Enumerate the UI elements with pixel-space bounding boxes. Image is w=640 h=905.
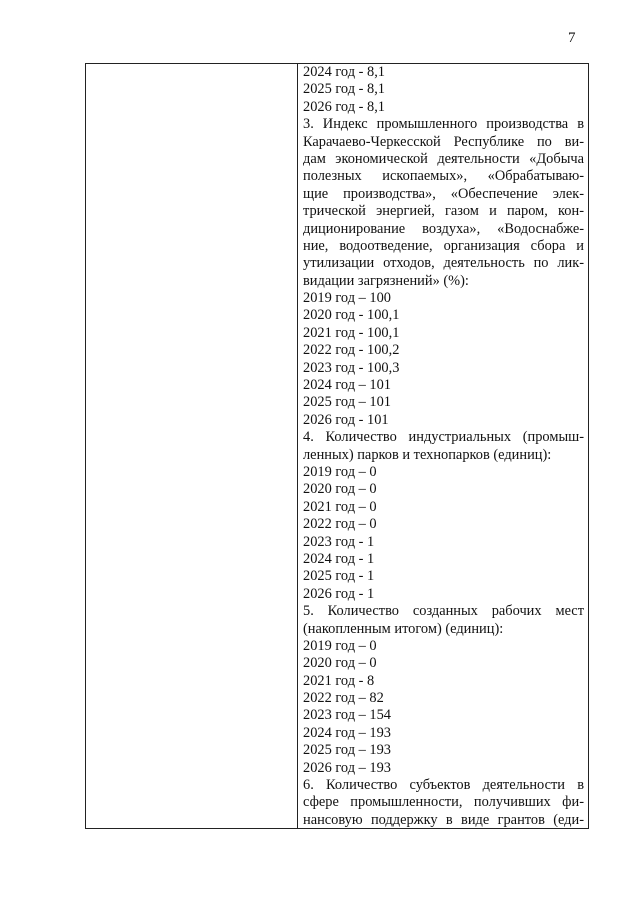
table-left-column <box>86 64 298 828</box>
text-line: сфере промышленности, получивших фи- <box>303 794 584 811</box>
text-line: 3. Индекс промышленного производства в <box>303 116 584 133</box>
text-line: 2023 год - 1 <box>303 533 375 550</box>
text-line: 2024 год - 1 <box>303 550 375 567</box>
text-line: 2021 год – 0 <box>303 498 377 515</box>
text-line: 2020 год – 0 <box>303 481 377 498</box>
text-line: трической энергией, газом и паром, кон- <box>303 203 584 220</box>
text-line: 2026 год - 8,1 <box>303 98 386 115</box>
text-line: Карачаево-Черкесской Республике по ви- <box>303 133 584 150</box>
text-line: 2026 год - 1 <box>303 585 375 602</box>
text-line: (накопленным итогом) (единиц): <box>303 620 504 637</box>
text-line: 2022 год - 100,2 <box>303 342 400 359</box>
text-line: 2026 год - 101 <box>303 411 389 428</box>
text-line: ние, водоотведение, организация сбора и <box>303 237 584 254</box>
text-line: 2019 год – 0 <box>303 637 377 654</box>
text-line: ленных) парков и технопарков (единиц): <box>303 446 552 463</box>
text-line: видации загрязнений» (%): <box>303 272 469 289</box>
text-line: 6. Количество субъектов деятельности в <box>303 777 584 794</box>
document-table <box>85 63 589 829</box>
page-number: 7 <box>568 30 576 46</box>
text-line: дам экономической деятельности «Добыча <box>303 150 584 167</box>
text-line: щие производства», «Обеспечение элек- <box>303 185 584 202</box>
text-line: 2023 год – 154 <box>303 707 392 724</box>
text-line: диционирование воздуха», «Водоснабже- <box>303 220 584 237</box>
text-line: 2021 год - 8 <box>303 672 375 689</box>
text-line: 2025 год – 193 <box>303 742 392 759</box>
text-line: 2020 год – 0 <box>303 655 377 672</box>
text-line: 2025 год - 8,1 <box>303 81 386 98</box>
text-line: 2024 год – 101 <box>303 377 392 394</box>
text-line: 2019 год – 0 <box>303 463 377 480</box>
table-right-column <box>298 64 588 828</box>
text-line: 2025 год - 1 <box>303 568 375 585</box>
text-line: 2024 год - 8,1 <box>303 64 386 80</box>
text-line: 5. Количество созданных рабочих мест <box>303 603 584 620</box>
text-line: 2024 год – 193 <box>303 724 392 741</box>
text-line: полезных ископаемых», «Обрабатываю- <box>303 168 584 185</box>
text-line: 2021 год - 100,1 <box>303 324 400 341</box>
text-line: 2023 год - 100,3 <box>303 359 400 376</box>
text-line: утилизации отходов, деятельность по лик- <box>303 255 584 272</box>
text-line: 2025 год – 101 <box>303 394 392 411</box>
text-line: 2020 год - 100,1 <box>303 307 400 324</box>
text-line: 2022 год – 82 <box>303 690 384 707</box>
text-line: 2019 год – 100 <box>303 290 392 307</box>
text-line: нансовую поддержку в виде грантов (еди- <box>303 811 584 828</box>
text-line: 2022 год – 0 <box>303 516 377 533</box>
text-line: 2026 год – 193 <box>303 759 392 776</box>
text-line: 4. Количество индустриальных (промыш- <box>303 429 584 446</box>
